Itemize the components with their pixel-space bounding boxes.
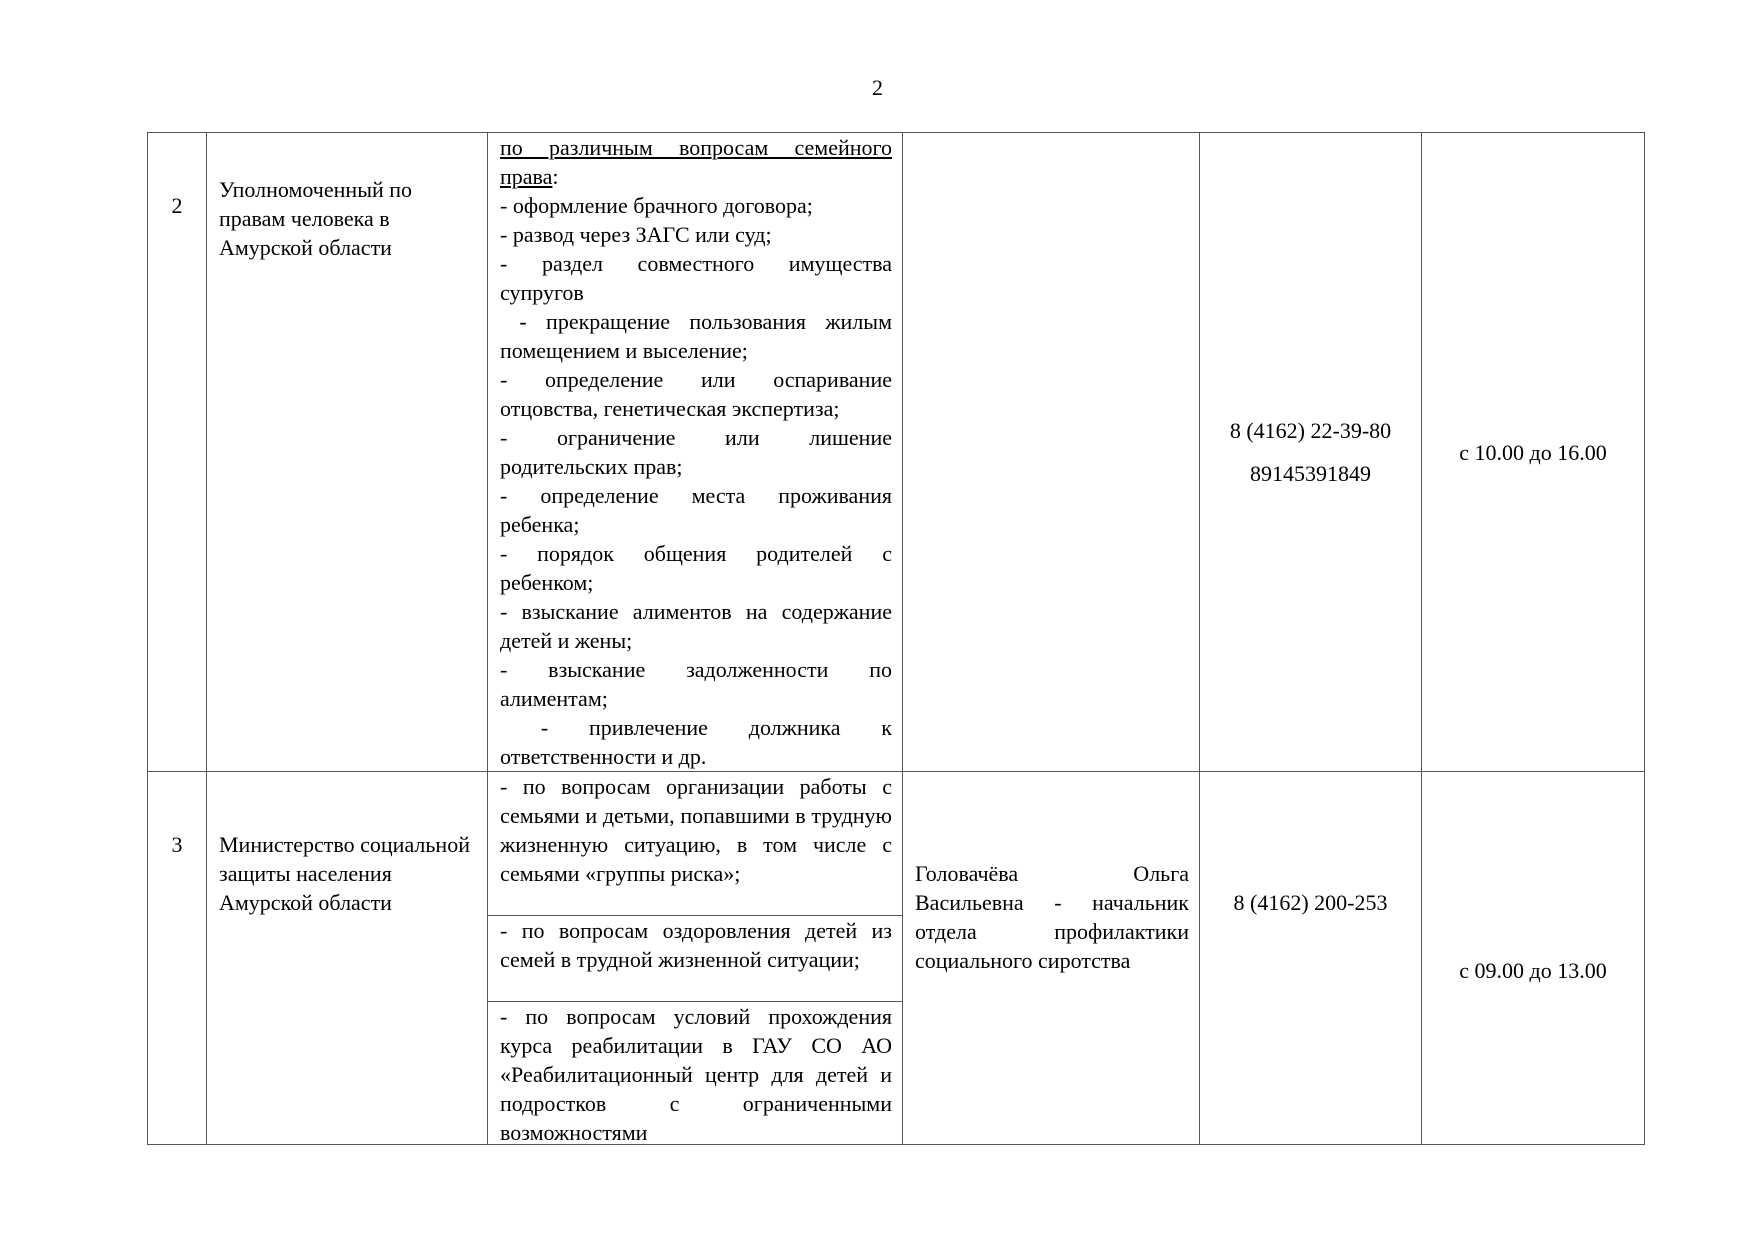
phone-cell — [1200, 133, 1422, 772]
organization-cell: Министерство социальной защиты населения Амурской области — [207, 772, 488, 1145]
phone-number: 8 (4162) 22-39-80 — [1229, 418, 1392, 443]
topic-item-cell — [488, 1002, 903, 1145]
topic-item: - ограничение или лишение родительских прав; — [500, 425, 892, 479]
topic-item: - по вопросам оздоровления детей из семей в трудной жизненной ситуации; — [488, 916, 903, 1002]
time-cell: с 09.00 до 13.00 — [1422, 772, 1645, 1145]
topics-cell — [488, 133, 903, 772]
time-cell: с 10.00 до 16.00 — [1422, 133, 1645, 772]
topic-item: - по вопросам организации работы с семьями и детьми, попавшими в трудную жизненную ситуацию, в том числе с семьями «группы риска»; — [488, 772, 903, 916]
topic-item: - взыскание алиментов на содержание детей и жены; — [500, 599, 892, 653]
topic-item: - оформление брачного договора; — [500, 193, 813, 218]
table-row — [148, 133, 1645, 772]
topic-item: - прекращение пользования жилым помещением и выселение; — [500, 309, 898, 363]
topic-heading: по различным вопросам семейного — [500, 135, 892, 160]
topic-item: - по вопросам условий прохождения курса реабилитации в ГАУ СО АО «Реабилитационный центр для детей и подростков с ограниченными возможностями — [500, 1004, 892, 1144]
topic-item: - определение места проживания ребенка; — [500, 483, 892, 537]
phone-number: 89145391849 — [1250, 461, 1371, 486]
organization-cell: Уполномоченный по правам человека в Амурской области — [207, 133, 488, 772]
person-cell: Головачёва Ольга Васильевна - начальник отдела профилактики социального сиротства — [903, 772, 1200, 1145]
topic-colon: : — [552, 164, 559, 189]
phone-number: 8 (4162) 200-253 — [1200, 772, 1422, 1145]
topic-item: - взыскание задолженности по алиментам; — [500, 657, 892, 711]
row-number: 3 — [148, 772, 207, 1145]
topic-item: - порядок общения родителей с ребенком; — [500, 541, 892, 595]
consultation-table — [147, 132, 1645, 1145]
page-number: 2 — [872, 75, 883, 100]
topic-item: - определение или оспаривание отцовства, генетическая экспертиза; — [500, 367, 892, 421]
person-cell — [903, 133, 1200, 772]
topic-heading-cont: права — [500, 164, 553, 189]
topic-item: - привлечение должника к ответственности и др. — [500, 715, 898, 769]
table-row — [148, 772, 1645, 916]
row-number: 2 — [148, 133, 207, 772]
topic-item: - раздел совместного имущества супругов — [500, 251, 892, 305]
topic-item: - развод через ЗАГС или суд; — [500, 222, 772, 247]
